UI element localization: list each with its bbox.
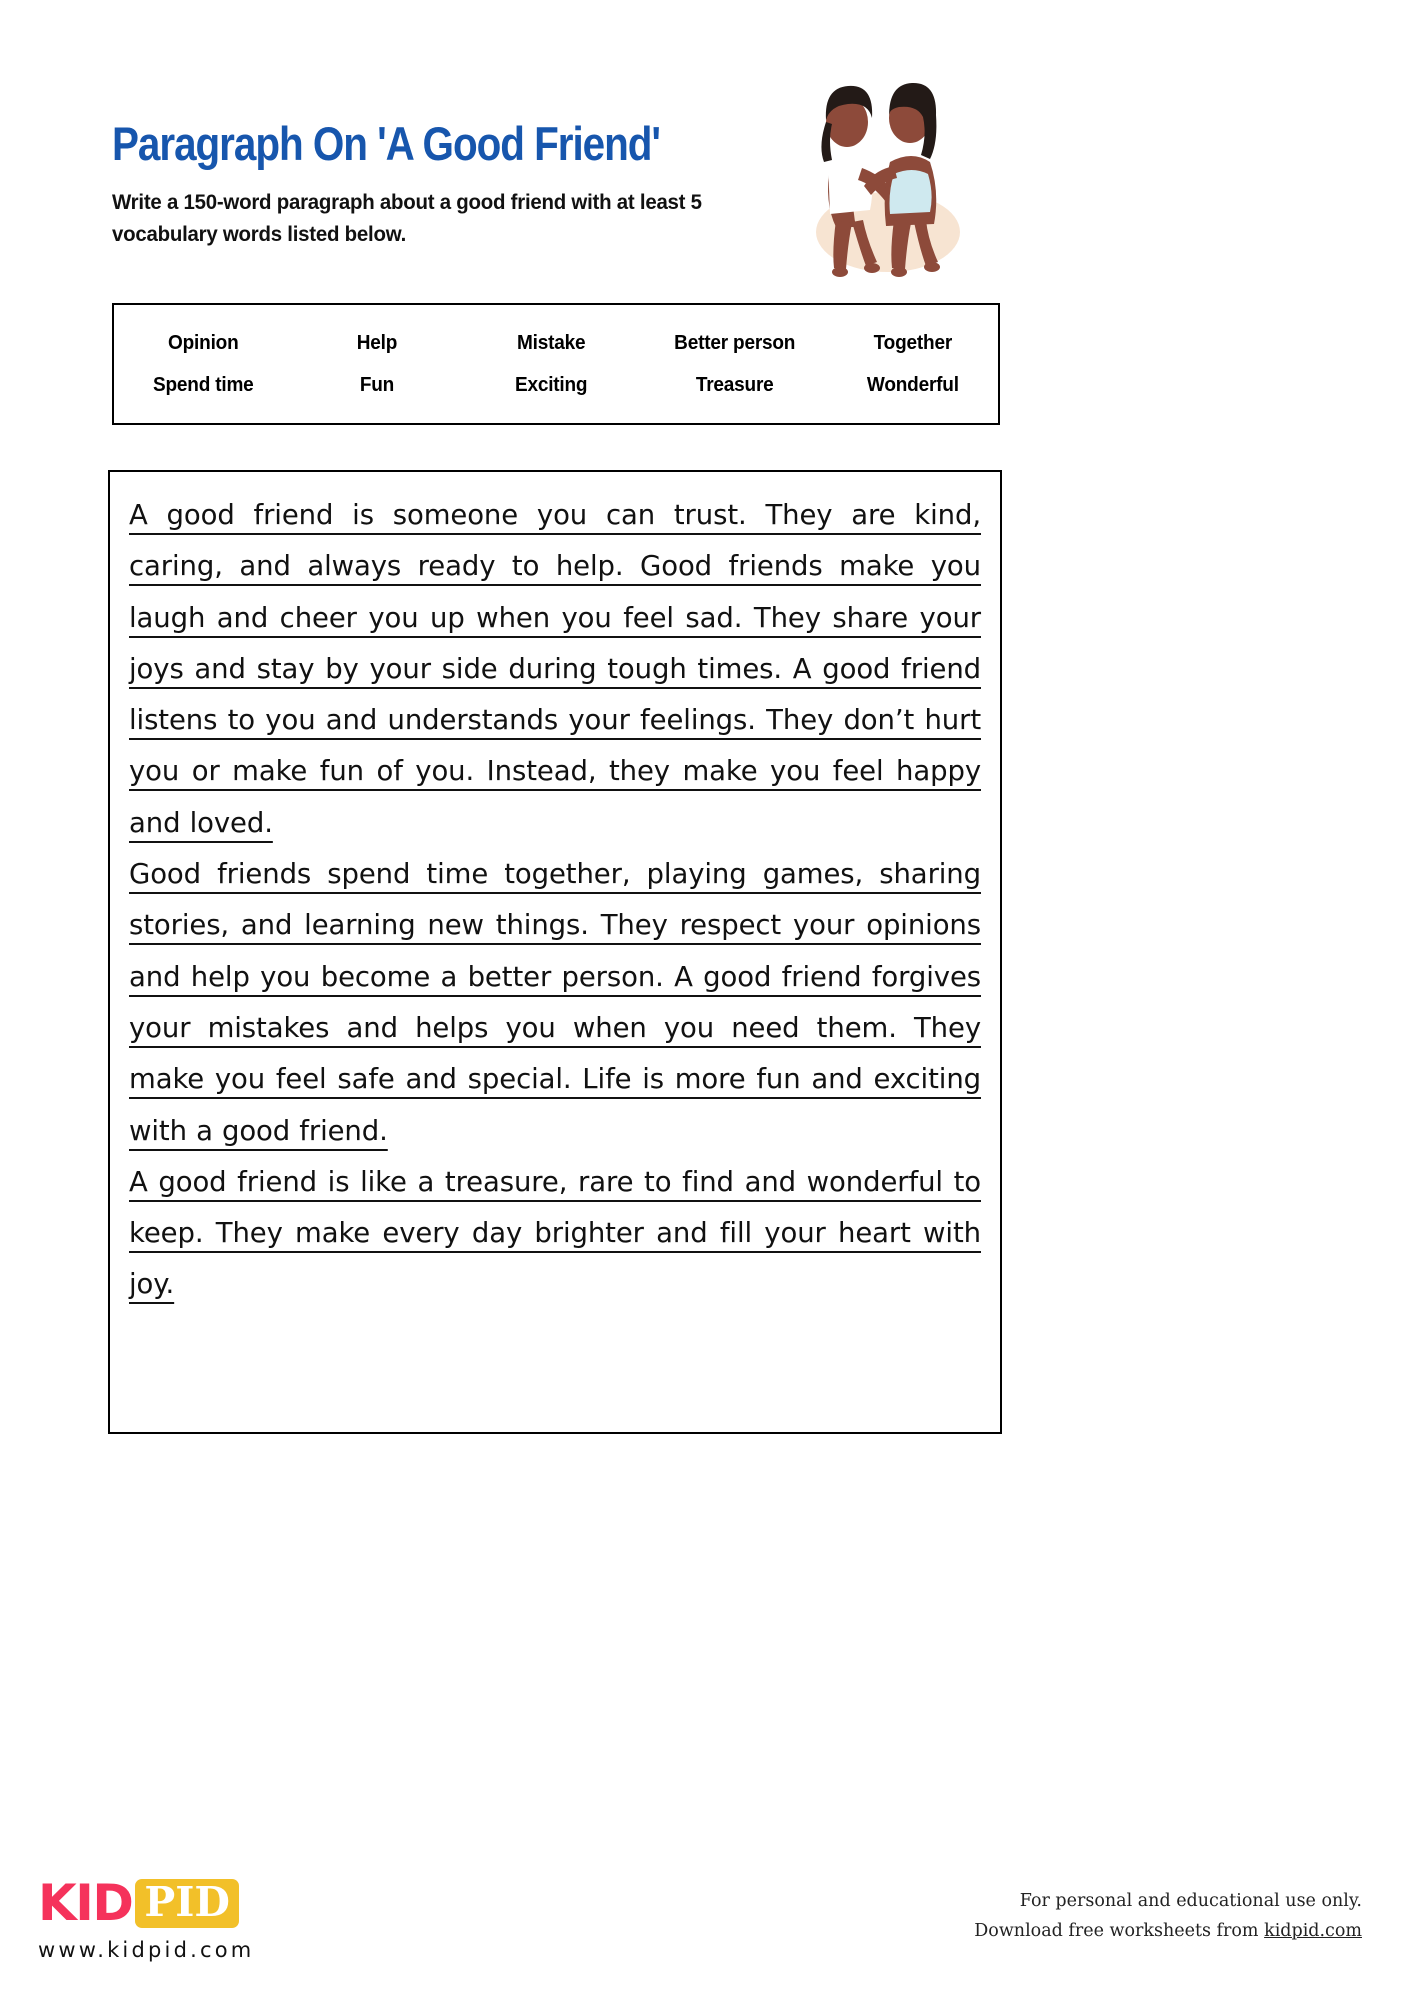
logo-website-url[interactable]: www.kidpid.com <box>38 1938 255 1962</box>
footer-notice-prefix: Download free worksheets from <box>974 1921 1265 1942</box>
page-footer <box>0 1862 1414 1982</box>
instructions-text: Write a 150-word paragraph about a good friend with at least 5 vocabulary words listed below. <box>112 189 702 247</box>
answer-paragraph: A good friend is someone you can trust. They are kind, caring, and always ready to help. Good friends make you laugh and cheer you up when you feel sad. They share your joys and stay by your side during tough times. A good friend listens to you and understands your feelings. They don’t hurt you or make fun of you. Instead, they make you feel happy and loved. <box>129 499 981 839</box>
footer-notice-line-2 <box>974 1916 1362 1946</box>
answer-paragraph: A good friend is like a treasure, rare to find and wonderful to keep. They make every day brighter and fill your heart with joy. <box>129 1165 981 1301</box>
vocabulary-word: Mistake <box>516 331 585 354</box>
page-title: Paragraph On 'A Good Friend' <box>112 117 661 170</box>
logo-pid-badge: PID <box>135 1879 239 1928</box>
vocabulary-word: Exciting <box>514 373 587 396</box>
footer-notice-line-1: For personal and educational use only. <box>1019 1891 1362 1911</box>
vocabulary-row <box>114 332 998 355</box>
vocabulary-row <box>114 374 998 397</box>
vocabulary-word: Spend time <box>153 373 254 396</box>
vocabulary-word: Together <box>873 331 953 354</box>
logo-wordmark <box>38 1876 254 1930</box>
vocabulary-word: Better person <box>674 331 796 354</box>
answer-writing-box[interactable] <box>108 470 1002 1434</box>
footer-notice <box>974 1886 1362 1946</box>
vocabulary-word: Wonderful <box>867 373 960 396</box>
two-friends-sitting-illustration <box>790 70 980 285</box>
kidpid-logo[interactable] <box>38 1876 254 1962</box>
vocabulary-word: Help <box>356 331 397 354</box>
vocabulary-word: Fun <box>359 373 394 396</box>
vocabulary-box <box>112 303 1000 425</box>
kidpid-link[interactable]: kidpid.com <box>1264 1921 1362 1942</box>
answer-paragraph: Good friends spend time together, playing games, sharing stories, and learning new things. They respect your opinions and help you become a better person. A good friend forgives your mistakes and helps you when you need them. They make you feel safe and special. Life is more fun and exciting with a good friend. <box>129 858 981 1147</box>
worksheet-header <box>112 118 1302 251</box>
vocabulary-word: Opinion <box>168 331 239 354</box>
logo-kid-text: KID <box>38 1874 133 1932</box>
vocabulary-word: Treasure <box>695 373 774 396</box>
